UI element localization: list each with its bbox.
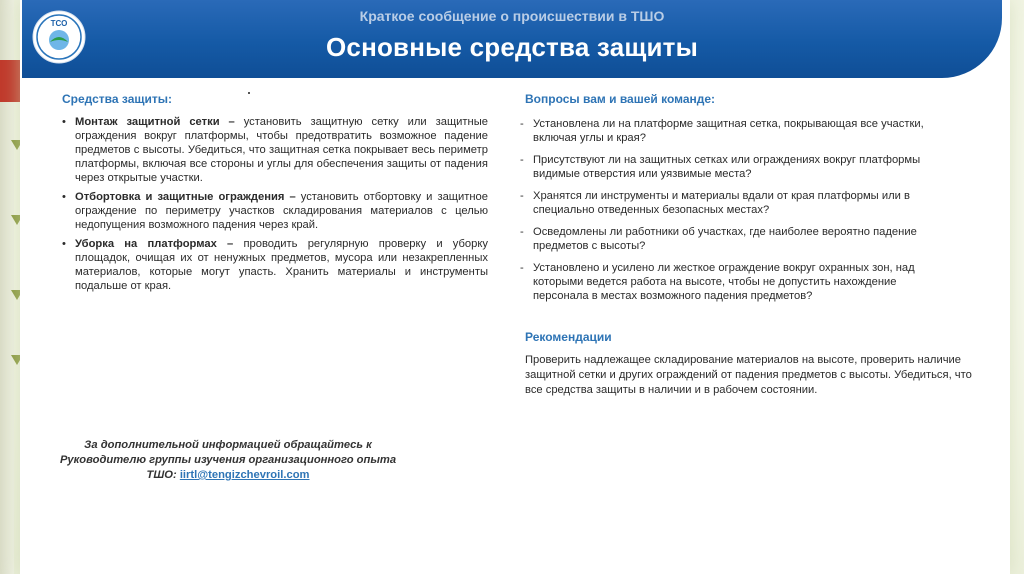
right-heading: Вопросы вам и вашей команде: xyxy=(525,92,716,106)
list-item: - Хранятся ли инструменты и материалы вдали от края платформы или в специально отведенных безопасных местах? xyxy=(520,189,940,217)
logo-text: ТСО xyxy=(50,19,68,28)
list-item: - Установлено и усилено ли жесткое ограждение вокруг охранных зон, над которыми ведется работа на высоте, чтобы не допустить нахождение персонала в местах возможного падения предметов? xyxy=(520,261,940,303)
contact-text: За дополнительной информацией обращайтесь к Руководителю группы изучения организационного опыта ТШО: xyxy=(59,439,397,481)
list-item: • Уборка на платформах – проводить регулярную проверку и уборку площадок, очищая их от ненужных предметов, мусора или незакрепленных материалов, которые могут упасть. Хранить материалы и инструменты подальше от края. xyxy=(62,237,488,293)
header-subtitle: Краткое сообщение о происшествии в ТШО xyxy=(359,8,665,24)
page-title: Основные средства защиты xyxy=(325,32,699,62)
protection-measures-list xyxy=(62,115,488,298)
list-item: • Монтаж защитной сетки – установить защитную сетку или защитные ограждения вокруг платформы, чтобы предотвратить возможное падение предметов с высоты. Убедиться, что защитная сетка покрывает весь периметр платформы, включая все стороны и углы для обеспечения защиты от падения через открытые участки. xyxy=(62,115,488,185)
contact-info xyxy=(48,438,408,483)
header-banner xyxy=(22,0,1002,78)
list-item: • Отбортовка и защитные ограждения – установить отбортовку и защитное ограждение по периметру участков складирования материалов с целью недопущения возможного падения через край. xyxy=(62,190,488,232)
company-logo-icon xyxy=(32,10,86,64)
recommendations-text: Проверить надлежащее складирование материалов на высоте, проверить наличие защитной сетки и других ограждений от падения предметов с высоты. Убедиться, что все средства защиты в наличии и в рабочем состоянии. xyxy=(525,354,972,396)
list-item: - Присутствуют ли на защитных сетках или ограждениях вокруг платформы видимые отверстия или уязвимые места? xyxy=(520,153,940,181)
recommendations-heading: Рекомендации xyxy=(525,330,612,344)
list-item: - Установлена ли на платформе защитная сетка, покрывающая все участки, включая углы и края? xyxy=(520,117,940,145)
stray-dot xyxy=(248,92,250,94)
questions-list xyxy=(520,117,940,311)
left-heading: Средства защиты: xyxy=(62,92,173,106)
contact-email-link[interactable]: iirtl@tengizchevroil.com xyxy=(179,469,310,481)
list-item: - Осведомлены ли работники об участках, где наиболее вероятно падение предметов с высоты? xyxy=(520,225,940,253)
